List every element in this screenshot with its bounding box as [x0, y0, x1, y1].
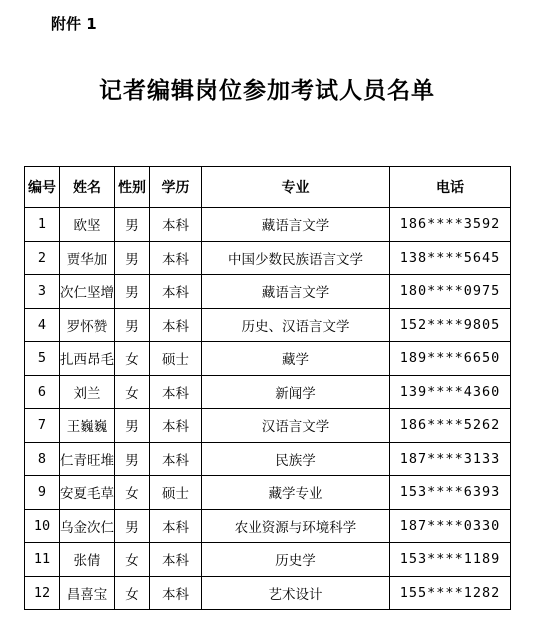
- cell-name: 仁青旺堆: [60, 442, 115, 476]
- table-row: [25, 241, 511, 275]
- cell-major: 新闻学: [202, 375, 390, 409]
- cell-education: 本科: [150, 543, 202, 577]
- cell-major: 历史、汉语言文学: [202, 308, 390, 342]
- cell-gender: 女: [115, 476, 150, 510]
- cell-phone: 187****0330: [390, 509, 511, 543]
- cell-gender: 女: [115, 342, 150, 376]
- cell-gender: 男: [115, 241, 150, 275]
- cell-no: 10: [25, 509, 60, 543]
- table-row: [25, 576, 511, 610]
- cell-education: 本科: [150, 409, 202, 443]
- header-education: 学历: [150, 167, 202, 208]
- cell-gender: 男: [115, 509, 150, 543]
- cell-name: 次仁坚增: [60, 275, 115, 309]
- cell-major: 农业资源与环境科学: [202, 509, 390, 543]
- cell-education: 本科: [150, 442, 202, 476]
- cell-no: 4: [25, 308, 60, 342]
- cell-education: 本科: [150, 375, 202, 409]
- cell-no: 5: [25, 342, 60, 376]
- cell-name: 乌金次仁: [60, 509, 115, 543]
- cell-name: 贾华加: [60, 241, 115, 275]
- table-header-row: [25, 167, 511, 208]
- cell-no: 12: [25, 576, 60, 610]
- cell-education: 本科: [150, 208, 202, 242]
- cell-major: 艺术设计: [202, 576, 390, 610]
- cell-name: 罗怀赞: [60, 308, 115, 342]
- cell-name: 欧坚: [60, 208, 115, 242]
- table-row: [25, 275, 511, 309]
- cell-no: 2: [25, 241, 60, 275]
- cell-gender: 男: [115, 308, 150, 342]
- cell-name: 王巍巍: [60, 409, 115, 443]
- cell-phone: 153****1189: [390, 543, 511, 577]
- cell-gender: 女: [115, 375, 150, 409]
- cell-education: 本科: [150, 275, 202, 309]
- cell-education: 硕士: [150, 342, 202, 376]
- cell-gender: 男: [115, 409, 150, 443]
- cell-name: 张倩: [60, 543, 115, 577]
- cell-no: 11: [25, 543, 60, 577]
- cell-phone: 189****6650: [390, 342, 511, 376]
- cell-phone: 155****1282: [390, 576, 511, 610]
- header-name: 姓名: [60, 167, 115, 208]
- cell-no: 9: [25, 476, 60, 510]
- cell-phone: 139****4360: [390, 375, 511, 409]
- cell-phone: 138****5645: [390, 241, 511, 275]
- table-row: [25, 509, 511, 543]
- cell-no: 1: [25, 208, 60, 242]
- table-row: [25, 208, 511, 242]
- cell-phone: 186****3592: [390, 208, 511, 242]
- attachment-label: 附件 1: [51, 15, 97, 33]
- cell-phone: 153****6393: [390, 476, 511, 510]
- cell-major: 藏学专业: [202, 476, 390, 510]
- cell-major: 中国少数民族语言文学: [202, 241, 390, 275]
- table-body: [25, 208, 511, 610]
- cell-gender: 男: [115, 208, 150, 242]
- cell-name: 扎西昂毛: [60, 342, 115, 376]
- table-row: [25, 308, 511, 342]
- table-row: [25, 409, 511, 443]
- cell-name: 刘兰: [60, 375, 115, 409]
- cell-gender: 女: [115, 576, 150, 610]
- cell-education: 本科: [150, 241, 202, 275]
- header-gender: 性别: [115, 167, 150, 208]
- cell-education: 本科: [150, 576, 202, 610]
- cell-phone: 152****9805: [390, 308, 511, 342]
- cell-major: 历史学: [202, 543, 390, 577]
- cell-education: 硕士: [150, 476, 202, 510]
- cell-gender: 男: [115, 275, 150, 309]
- cell-major: 民族学: [202, 442, 390, 476]
- header-phone: 电话: [390, 167, 511, 208]
- table-row: [25, 342, 511, 376]
- cell-name: 昌喜宝: [60, 576, 115, 610]
- table-row: [25, 543, 511, 577]
- table-row: [25, 476, 511, 510]
- cell-phone: 180****0975: [390, 275, 511, 309]
- header-no: 编号: [25, 167, 60, 208]
- cell-major: 汉语言文学: [202, 409, 390, 443]
- cell-major: 藏语言文学: [202, 275, 390, 309]
- document-title: 记者编辑岗位参加考试人员名单: [99, 78, 435, 104]
- table-row: [25, 375, 511, 409]
- cell-no: 7: [25, 409, 60, 443]
- cell-education: 本科: [150, 509, 202, 543]
- cell-no: 6: [25, 375, 60, 409]
- cell-name: 安夏毛草: [60, 476, 115, 510]
- candidate-table: [24, 166, 511, 610]
- cell-phone: 186****5262: [390, 409, 511, 443]
- cell-gender: 男: [115, 442, 150, 476]
- table-row: [25, 442, 511, 476]
- cell-education: 本科: [150, 308, 202, 342]
- cell-no: 3: [25, 275, 60, 309]
- cell-no: 8: [25, 442, 60, 476]
- cell-major: 藏语言文学: [202, 208, 390, 242]
- cell-gender: 女: [115, 543, 150, 577]
- cell-phone: 187****3133: [390, 442, 511, 476]
- cell-major: 藏学: [202, 342, 390, 376]
- header-major: 专业: [202, 167, 390, 208]
